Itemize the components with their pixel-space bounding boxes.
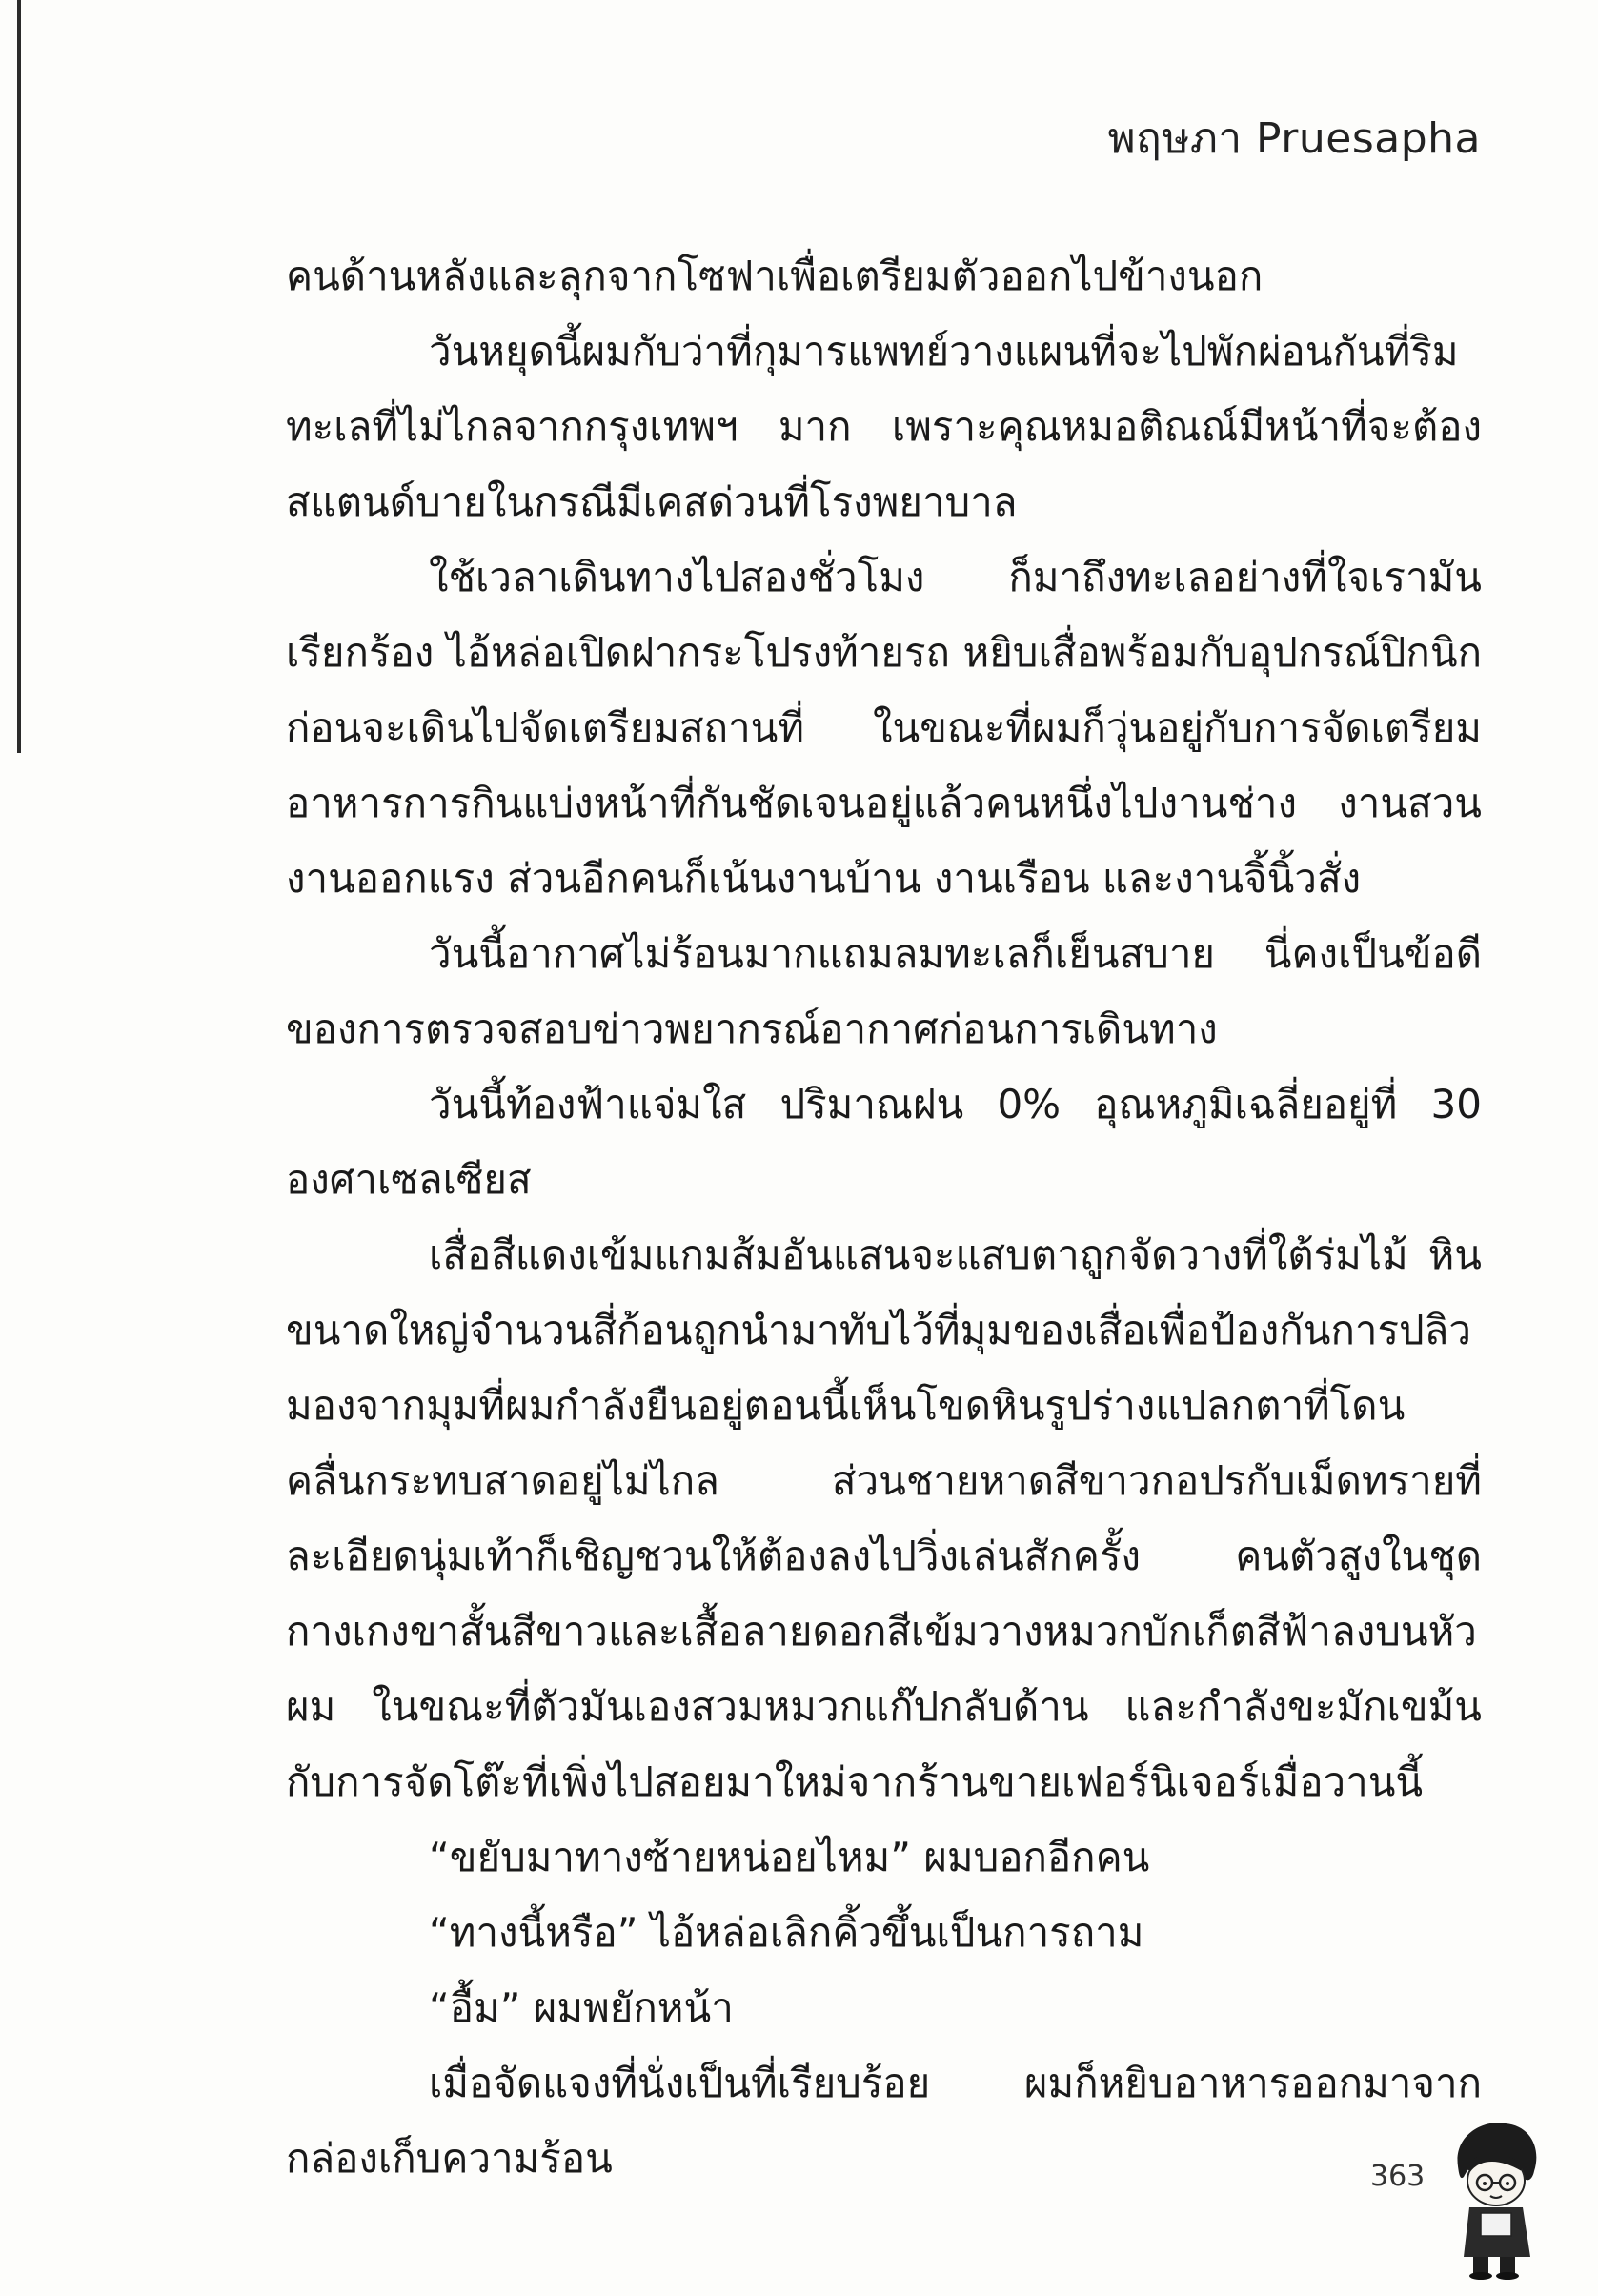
dialogue-line: “ขยับมาทางซ้ายหน่อยไหม” ผมบอกอีกคน — [429, 1834, 1150, 1880]
body-text — [286, 238, 1482, 2196]
paragraph: วันนี้ท้องฟ้าแจ่มใส ปริมาณฝน 0% อุณหภูมิเฉลี่ยอยู่ที่ 30 องศาเซลเซียส — [286, 1081, 1482, 1203]
page-number: 363 — [1370, 2160, 1426, 2193]
paragraph: ใช้เวลาเดินทางไปสองชั่วโมง ก็มาถึงทะเลอย่างที่ใจเรามันเรียกร้อง ไอ้หล่อเปิดฝากระโปรงท้ายรถ หยิบเสื่อพร้อมกับอุปกรณ์ปิกนิก ก่อนจะเดินไปจัดเตรียมสถานที่ ในขณะที่ผมก็วุ่นอยู่กับการจัดเตรียมอาหารการกินแบ่งหน้าที่กันชัดเจนอยู่แล้วคนหนึ่งไปงานช่าง งานสวน งานออกแรง ส่วนอีกคนก็เน้นงานบ้าน งานเรือน และงานจิ้นิ้วสั่ง — [286, 554, 1482, 902]
dialogue-line: “ทางนี้หรือ” ไอ้หล่อเลิกคิ้วขึ้นเป็นการถาม — [429, 1909, 1144, 1956]
paragraph: วันนี้อากาศไม่ร้อนมากแถมลมทะเลก็เย็นสบาย นี่คงเป็นข้อดีของการตรวจสอบข่าวพยากรณ์อากาศก่อนการเดินทาง — [286, 930, 1482, 1052]
book-spine-edge — [17, 0, 21, 753]
chibi-character-illustration — [1439, 2114, 1548, 2281]
paragraph: คนด้านหลังและลุกจากโซฟาเพื่อเตรียมตัวออกไปข้างนอก — [286, 253, 1264, 299]
paragraph: เสื่อสีแดงเข้มแกมส้มอันแสนจะแสบตาถูกจัดวางที่ใต้ร่มไม้ หินขนาดใหญ่จำนวนสี่ก้อนถูกนำมาทับไว้ที่มุมของเสื่อเพื่อป้องกันการปลิว มองจากมุมที่ผมกำลังยืนอยู่ตอนนี้เห็นโขดหินรูปร่างแปลกตาที่โดนคลื่นกระทบสาดอยู่ไม่ไกล ส่วนชายหาดสีขาวกอปรกับเม็ดทรายที่ละเอียดนุ่มเท้าก็เชิญชวนให้ต้องลงไปวิ่งเล่นสักครั้ง คนตัวสูงในชุดกางเกงขาสั้นสีขาวและเสื้อลายดอกสีเข้มวางหมวกบักเก็ตสีฟ้าลงบนหัวผม ในขณะที่ตัวมันเองสวมหมวกแก๊ปกลับด้าน และกำลังขะมักเขม้นกับการจัดโต๊ะที่เพิ่งไปสอยมาใหม่จากร้านขายเฟอร์นิเจอร์เมื่อวานนี้ — [286, 1231, 1482, 1805]
running-header: พฤษภา Pruesapha — [1107, 114, 1481, 163]
paragraph: วันหยุดนี้ผมกับว่าที่กุมารแพทย์วางแผนที่จะไปพักผ่อนกันที่ริมทะเลที่ไม่ไกลจากกรุงเทพฯ มาก เพราะคุณหมอติณณ์มีหน้าที่จะต้องสแตนด์บายในกรณีมีเคสด่วนที่โรงพยาบาล — [286, 328, 1482, 525]
paragraph: เมื่อจัดแจงที่นั่งเป็นที่เรียบร้อย ผมก็หยิบอาหารออกมาจากกล่องเก็บความร้อน — [286, 2060, 1482, 2182]
dialogue-line: “อื้ม” ผมพยักหน้า — [429, 1984, 734, 2031]
